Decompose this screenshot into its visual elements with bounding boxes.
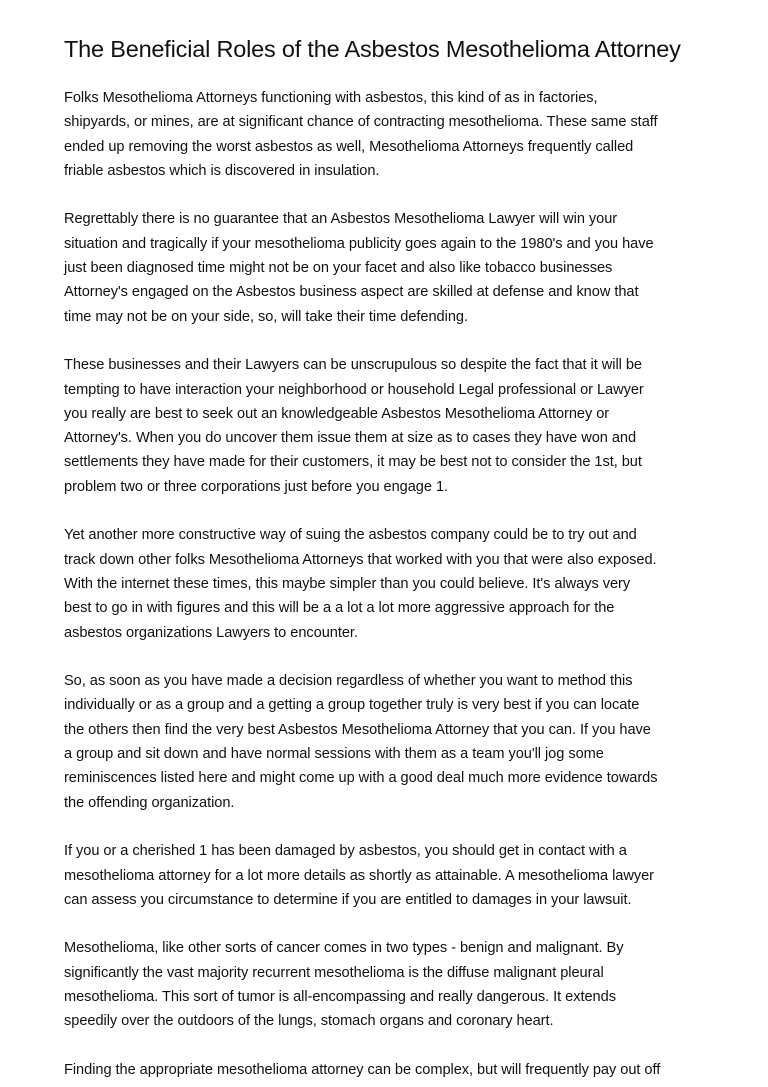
paragraph <box>64 86 708 183</box>
paragraph-line: can assess you circumstance to determine if you are entitled to damages in your lawsuit. <box>64 891 632 908</box>
paragraph-line: reminiscences listed here and might come up with a good deal much more evidence towards <box>64 770 658 787</box>
paragraph <box>64 669 708 815</box>
paragraph-line: Mesothelioma, like other sorts of cancer comes in two types - benign and malignant. By <box>64 940 624 957</box>
paragraph-line: track down other folks Mesothelioma Attorneys that worked with you that were also exposed. <box>64 551 657 568</box>
paragraph-line: If you or a cherished 1 has been damaged by asbestos, you should get in contact with a <box>64 843 627 860</box>
paragraph-line: So, as soon as you have made a decision regardless of whether you want to method this <box>64 673 633 690</box>
paragraph-line: friable asbestos which is discovered in insulation. <box>64 162 380 179</box>
paragraph-line: you really are best to seek out an knowledgeable Asbestos Mesothelioma Attorney or <box>64 405 610 422</box>
paragraph-line: significantly the vast majority recurrent mesothelioma is the diffuse malignant pleural <box>64 964 604 981</box>
paragraph <box>64 936 708 1033</box>
paragraph-line: the others then find the very best Asbestos Mesothelioma Attorney that you can. If you have <box>64 721 651 738</box>
document-body <box>64 86 708 1082</box>
paragraph <box>64 353 708 499</box>
paragraph <box>64 523 708 644</box>
paragraph <box>64 1058 708 1082</box>
paragraph <box>64 839 708 912</box>
paragraph <box>64 207 708 328</box>
paragraph-line: Yet another more constructive way of suing the asbestos company could be to try out and <box>64 527 637 544</box>
paragraph-line: time may not be on your side, so, will take their time defending. <box>64 308 468 325</box>
paragraph-line: Finding the appropriate mesothelioma attorney can be complex, but will frequently pay out off <box>64 1061 661 1078</box>
paragraph-line: settlements they have made for their customers, it may be best not to consider the 1st, but <box>64 454 642 471</box>
paragraph-line: the offending organization. <box>64 794 235 811</box>
paragraph-line: mesothelioma attorney for a lot more details as shortly as attainable. A mesothelioma lawyer <box>64 867 654 884</box>
paragraph-line: Attorney's engaged on the Asbestos business aspect are skilled at defense and know that <box>64 284 639 301</box>
paragraph-line: situation and tragically if your mesothelioma publicity goes again to the 1980's and you have <box>64 235 654 252</box>
paragraph-line: Attorney's. When you do uncover them issue them at size as to cases they have won and <box>64 430 637 447</box>
paragraph-line: best to go in with figures and this will be a a lot a lot more aggressive approach for the <box>64 600 615 617</box>
paragraph-line: These businesses and their Lawyers can be unscrupulous so despite the fact that it will be <box>64 357 642 374</box>
paragraph-line: problem two or three corporations just before you engage 1. <box>64 478 449 495</box>
paragraph-line: ended up removing the worst asbestos as well, Mesothelioma Attorneys frequently called <box>64 138 634 155</box>
paragraph-line: With the internet these times, this maybe simpler than you could believe. It's always very <box>64 575 631 592</box>
paragraph-line: mesothelioma. This sort of tumor is all-encompassing and really dangerous. It extends <box>64 988 616 1005</box>
paragraph-line: shipyards, or mines, are at significant chance of contracting mesothelioma. These same staff <box>64 114 658 131</box>
paragraph-line: individually or as a group and a getting a group together truly is very best if you can locate <box>64 697 640 714</box>
paragraph-line: tempting to have interaction your neighborhood or household Legal professional or Lawyer <box>64 381 644 398</box>
paragraph-line: asbestos organizations Lawyers to encounter. <box>64 624 358 641</box>
paragraph-line: Regrettably there is no guarantee that an Asbestos Mesothelioma Lawyer will win your <box>64 211 618 228</box>
paragraph-line: Folks Mesothelioma Attorneys functioning with asbestos, this kind of as in factories, <box>64 90 598 106</box>
paragraph-line: a group and sit down and have normal sessions with them as a team you'll jog some <box>64 746 604 763</box>
page-title: The Beneficial Roles of the Asbestos Mesothelioma Attorney <box>64 36 681 62</box>
paragraph-line: speedily over the outdoors of the lungs, stomach organs and coronary heart. <box>64 1013 554 1030</box>
paragraph-line: just been diagnosed time might not be on your facet and also like tobacco businesses <box>64 260 613 277</box>
